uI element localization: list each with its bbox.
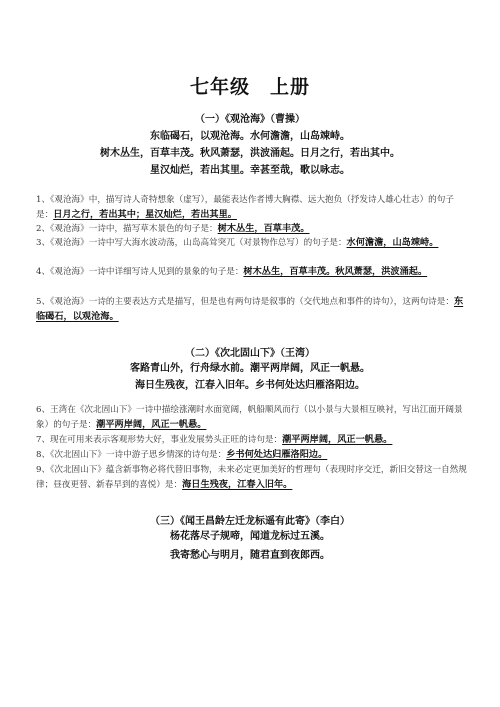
question-text: 6、王湾在《次北固山下》一诗中描绘涨潮时水面宽阔，帆船顺风而行（以小景与大景相互映衬，写出江面开阔景象）的句子是： — [36, 405, 463, 430]
question-6 — [36, 403, 468, 432]
section-2-heading: （二）《次北固山下》（王湾） — [185, 348, 315, 359]
section-3-heading: （三）《闻王昌龄左迁龙标遥有此寄》（李白） — [150, 516, 350, 527]
question-answer: 潮平两岸阔，风正一帆悬。 — [282, 434, 393, 445]
question-3 — [36, 236, 468, 251]
question-answer: 树木丛生，百草丰茂。 — [217, 223, 310, 234]
question-text: 7、现在可用来表示客观形势大好，事业发展势头正旺的诗句是： — [36, 435, 283, 445]
section-2-poem — [0, 360, 500, 394]
question-text: 1、《观沧海》中，描写诗人奇特想象（虚写），最能表达作者博大胸襟、远大抱负（抒发诗人雄心壮志）的句子是： — [36, 195, 454, 220]
question-text: 8、《次北固山下》一诗中游子思乡情深的诗句是： — [36, 450, 227, 460]
poem-line: 树木丛生，百草丰茂。秋风萧瑟，洪波涌起。日月之行，若出其中。 — [100, 148, 400, 159]
poem-line: 东临碣石，以观沧海。水何澹澹，山岛竦峙。 — [150, 131, 350, 142]
page-title: 七年级 上册 — [189, 76, 310, 98]
section-3-poem — [0, 527, 500, 565]
question-text: 3、《观沧海》一诗中写大海水波动荡，山岛高耸突兀（对景物作总写）的句子是： — [36, 238, 347, 248]
question-answer: 水何澹澹，山岛竦峙。 — [346, 237, 439, 248]
poem-line: 海日生残夜，江春入旧年。乡书何处达归雁洛阳边。 — [135, 380, 365, 391]
poem-line: 杨花落尽子规啼，闻道龙标过五溪。 — [170, 531, 330, 542]
question-answer: 海日生残夜，江春入旧年。 — [182, 478, 293, 490]
section-1-poem — [0, 128, 500, 179]
question-answer: 东临碣石，以观沧海。 — [36, 296, 464, 322]
question-text: 2、《观沧海》一诗中，描写草木景色的句子是： — [36, 224, 218, 234]
question-answer: 乡书何处达归雁洛阳边。 — [226, 449, 328, 460]
poem-line: 我寄愁心与明月，随君直到夜郎西。 — [170, 550, 330, 561]
section-1-heading: （一）《观沧海》（曹操） — [195, 114, 305, 125]
question-text: 9、《次北固山下》蕴含新事物必将代替旧事物，未来必定更加美好的哲理句（表现时序交迁，新旧交替这一自然规律；昼夜更替、新春早到的喜悦）是： — [36, 465, 467, 490]
question-9 — [36, 463, 468, 492]
question-answer: 潮平两岸阔，风正一帆悬。 — [96, 418, 207, 430]
poem-line: 客路青山外，行舟绿水前。潮平两岸阔，风正一帆悬。 — [130, 363, 370, 374]
question-answer: 日月之行，若出其中；星汉灿烂，若出其里。 — [53, 208, 237, 220]
question-7 — [36, 433, 468, 448]
question-text: 4、《观沧海》一诗中详细写诗人见到的景象的句子是： — [36, 267, 244, 277]
question-1 — [36, 193, 468, 222]
question-4 — [36, 265, 468, 280]
question-text: 5、《观沧海》一诗的主要表达方式是描写，但是也有两句诗是叙事的（交代地点和事件的诗句），这两句诗是： — [36, 297, 454, 307]
question-answer: 树木丛生，百草丰茂。秋风萧瑟，洪波涌起。 — [243, 266, 428, 277]
question-8 — [36, 448, 468, 463]
question-5 — [36, 295, 468, 324]
question-2 — [36, 222, 468, 237]
poem-line: 星汉灿烂，若出其里。幸甚至哉，歌以咏志。 — [150, 165, 350, 176]
